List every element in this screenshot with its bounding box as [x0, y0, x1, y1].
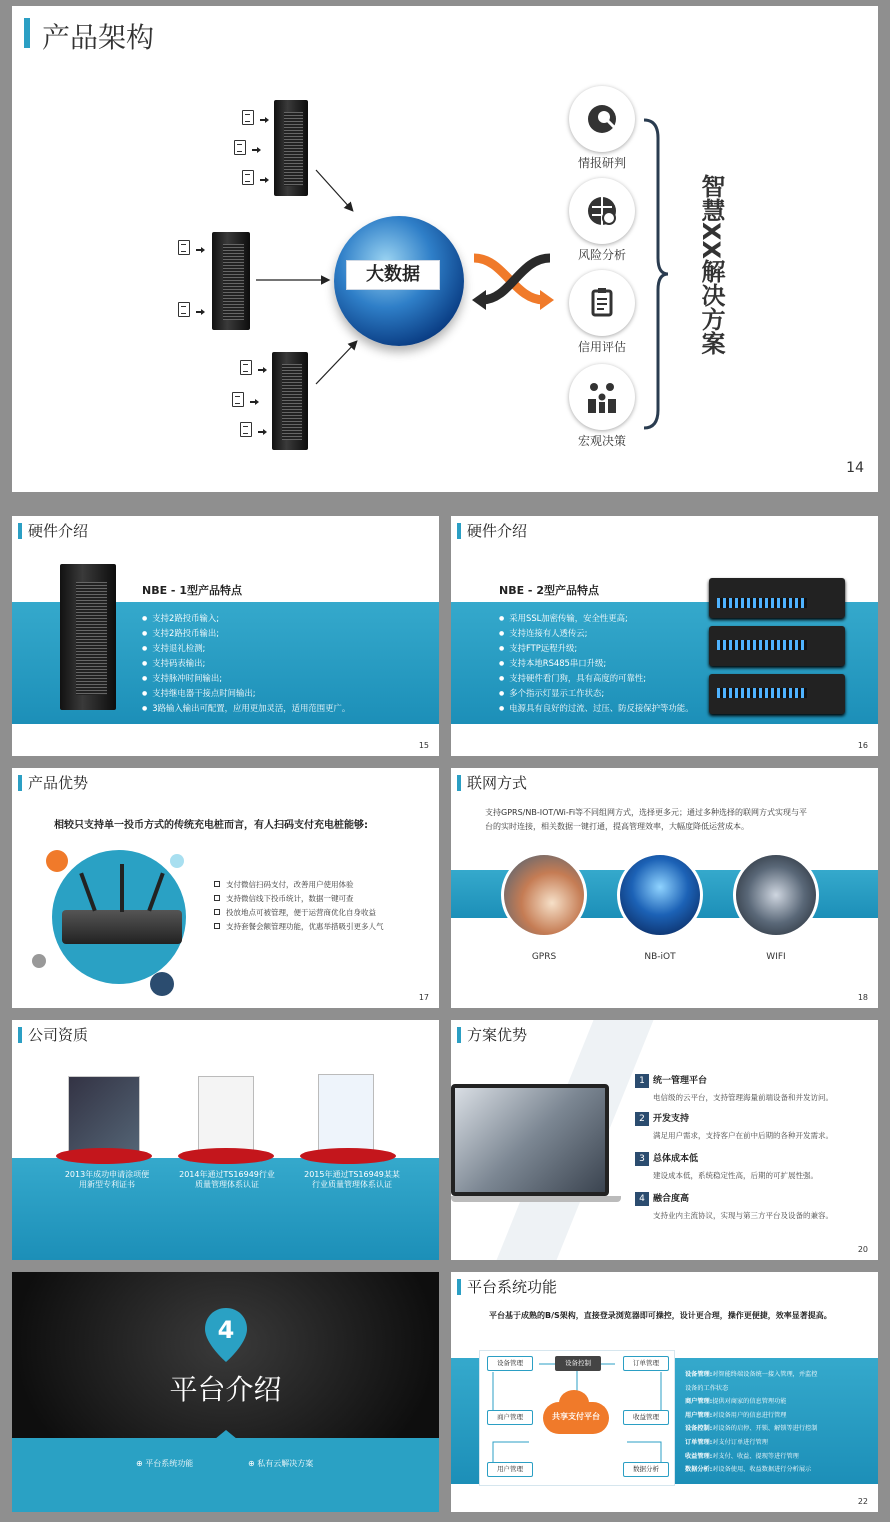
list-item: ● 支持FTP远程升级;: [499, 641, 694, 656]
pedestal: [56, 1148, 152, 1164]
page-number: 22: [857, 1497, 868, 1506]
step-item: [635, 1186, 833, 1221]
step-title: 融合度高: [653, 1194, 690, 1204]
list-item: ● 支持继电器干接点时间输出;: [142, 686, 350, 701]
antenna-icon: [120, 864, 124, 912]
navy-dot: [150, 972, 174, 996]
big-data-label: 大数据: [346, 260, 440, 290]
feature-list: [685, 1368, 817, 1477]
section-number: 4: [217, 1316, 235, 1344]
nbiot-label: NB-iOT: [644, 952, 676, 962]
node-merchant-management: 商户管理: [487, 1410, 533, 1425]
title-bar: [18, 523, 22, 539]
list-item: 支持套餐会额管理功能，优惠举措吸引更多人气: [214, 920, 384, 934]
team-gears-icon: [569, 364, 635, 430]
cert-caption: [284, 1170, 420, 1190]
title-bar: [457, 775, 461, 791]
list-item: 设备管理:对智能终端设备统一接入管理，并监控: [685, 1371, 818, 1378]
page-number: 18: [857, 993, 868, 1002]
list-item: 支持微信线下投币统计，数据一键可查: [214, 892, 384, 906]
list-item: 订单管理:对支付订单进行管理: [685, 1438, 768, 1446]
slide-heading: 相较只支持单一投币方式的传统充电桩而言，有人扫码支付充电桩能够:: [54, 820, 368, 831]
step-number: 2: [635, 1112, 649, 1126]
solution-vertical-title: 智慧XX解决方案: [697, 174, 725, 356]
feature-list: [142, 611, 350, 716]
title-bar: [457, 1027, 461, 1043]
wifi-label: WIFI: [766, 952, 786, 962]
certificate-image: [198, 1076, 254, 1154]
title-bar: [457, 1279, 461, 1295]
list-item: ● 多个指示灯显示工作状态;: [499, 686, 694, 701]
list-item: ● 电源具有良好的过流、过压、防反接保护等功能。: [499, 701, 694, 716]
icon-label: 情报研判: [577, 156, 626, 170]
slide-title: 公司资质: [28, 1026, 89, 1044]
list-item: ● 支持2路投币输入;: [142, 611, 350, 626]
icon-label: 风险分析: [577, 248, 626, 262]
cert-line: 行业质量管理体系认证: [312, 1180, 392, 1189]
page-number: 20: [857, 1245, 868, 1254]
slide-title: 联网方式: [467, 774, 528, 792]
slide-21: [12, 1272, 439, 1512]
brace: [640, 118, 670, 430]
step-number: 1: [635, 1074, 649, 1088]
list-item: 投放地点可被管理，便于运营商优化自身收益: [214, 906, 384, 920]
node-device-management: 设备管理: [487, 1356, 533, 1371]
step-desc: 满足用户需求，支持客户在前中后期的各种开发需求。: [653, 1131, 833, 1140]
cert-line: 用新型专利证书: [79, 1180, 135, 1189]
slide-title: 产品优势: [28, 774, 89, 792]
node-income-management: 收益管理: [623, 1410, 669, 1425]
node-device-control: 设备控制: [555, 1356, 601, 1371]
laptop-image: [451, 1084, 609, 1196]
node-data-analysis: 数据分析: [623, 1462, 669, 1477]
list-item: ● 支持硬件看门狗，具有高度的可靠性;: [499, 671, 694, 686]
slide-18: [451, 768, 878, 1008]
advantage-list: [214, 878, 384, 934]
list-item: 设备的工作状态: [685, 1384, 729, 1392]
node-order-management: 订单管理: [623, 1356, 669, 1371]
page-number: 17: [418, 993, 429, 1002]
orange-dot: [46, 850, 68, 872]
step-title: 开发支持: [653, 1114, 690, 1124]
section-title: 平台介绍: [169, 1373, 282, 1406]
cert-line: 2013年成功申请涂项便: [64, 1170, 150, 1179]
list-item: ● 支持脉冲时间输出;: [142, 671, 350, 686]
cert-line: 质量管理体系认证: [195, 1180, 259, 1189]
list-item: 收益管理:对支付、收益、提现等进行管理: [685, 1452, 799, 1460]
step-item: [635, 1146, 818, 1181]
product-heading: NBE - 1型产品特点: [142, 584, 242, 597]
slide-20: [451, 1020, 878, 1260]
laptop-base: [451, 1196, 621, 1202]
step-number: 4: [635, 1192, 649, 1206]
band-notch: [215, 1430, 237, 1439]
step-desc: 支持业内主流协议，实现与第三方平台及设备的兼容。: [653, 1211, 833, 1220]
pedestal: [300, 1148, 396, 1164]
light-dot: [170, 854, 184, 868]
list-item: ● 采用SSL加密传输，安全性更高;: [499, 611, 694, 626]
list-item: ● 3路输入输出可配置，应用更加灵活，适用范围更广。: [142, 701, 350, 716]
title-bar: [18, 775, 22, 791]
certificate-image: [318, 1074, 374, 1154]
link-platform-functions[interactable]: ⊕ 平台系统功能: [136, 1459, 194, 1468]
slide-subtitle: 平台基于成熟的B/S架构，直接登录浏览器即可操控，设计更合理，操作更便捷，效率显著提高。: [489, 1311, 832, 1320]
list-item: ● 支持码表输出;: [142, 656, 350, 671]
step-title: 总体成本低: [653, 1154, 699, 1164]
list-item: 设备控制:对设备的启停、开锁、解锁等进行控制: [685, 1425, 818, 1433]
slide-title: 硬件介绍: [467, 522, 528, 540]
cert-caption: [42, 1170, 172, 1190]
slide-22: [451, 1272, 878, 1512]
server-cabinet-icon: [60, 564, 116, 710]
gray-dot: [32, 954, 46, 968]
link-private-cloud[interactable]: ⊕ 私有云解决方案: [248, 1459, 314, 1468]
slide-14: [12, 6, 878, 492]
slide-title: 平台系统功能: [467, 1278, 558, 1296]
title-bar: [457, 523, 461, 539]
cert-caption: [162, 1170, 292, 1190]
page-number: 14: [846, 460, 864, 476]
step-desc: 电信级的云平台，支持管理海量前端设备和并发访问。: [653, 1093, 833, 1102]
page-number: 16: [857, 741, 868, 750]
cert-line: 2015年通过TS16949某某: [304, 1170, 400, 1179]
list-item: 用户管理:对设备用户的信息进行管理: [685, 1411, 787, 1419]
title-bar: [18, 1027, 22, 1043]
wifi-photo: [733, 852, 819, 938]
list-item: ● 支持连接有人透传云;: [499, 626, 694, 641]
device-stack-icon: [709, 578, 845, 718]
icon-label: 信用评估: [577, 340, 626, 354]
network-desc: [485, 806, 807, 834]
list-item: 支付微信扫码支付，改善用户使用体验: [214, 878, 384, 892]
nbiot-photo: [617, 852, 703, 938]
slide-title: 硬件介绍: [28, 522, 89, 540]
slide-title: 方案优势: [467, 1026, 528, 1044]
desc-line: 台的实时连接，相关数据一键打通，提高管理效率，大幅度降低运营成本。: [485, 822, 749, 831]
icon-label: 宏观决策: [577, 434, 626, 448]
slide-17: [12, 768, 439, 1008]
page-number: 15: [418, 741, 429, 750]
router-icon: [62, 910, 182, 944]
list-item: 商户管理:提供对商家的信息管理功能: [685, 1398, 787, 1406]
product-heading: NBE - 2型产品特点: [499, 584, 599, 597]
slide-title: 产品架构: [42, 21, 155, 54]
step-item: [635, 1106, 833, 1141]
risk-globe-icon: [569, 178, 635, 244]
blue-band: [12, 1438, 439, 1512]
step-title: 统一管理平台: [653, 1076, 708, 1086]
step-desc: 建设成本低，系统稳定性高，后期的可扩展性强。: [653, 1171, 818, 1180]
gprs-photo: [501, 852, 587, 938]
intel-icon: [569, 86, 635, 152]
cert-line: 2014年通过TS16949行业: [179, 1170, 275, 1179]
list-item: ● 支持退礼检测;: [142, 641, 350, 656]
feature-list: [499, 611, 694, 716]
step-item: [635, 1068, 833, 1103]
slide-16: [451, 516, 878, 756]
list-item: 数据分析:对设备使用、收益数据进行分析展示: [685, 1466, 812, 1474]
exchange-arrows-icon: [470, 244, 554, 314]
slide-15: [12, 516, 439, 756]
pedestal: [178, 1148, 274, 1164]
step-number: 3: [635, 1152, 649, 1166]
list-item: ● 支持2路投币输出;: [142, 626, 350, 641]
node-user-management: 用户管理: [487, 1462, 533, 1477]
list-item: ● 支持本地RS485串口升级;: [499, 656, 694, 671]
cloud-hub-label: 共享支付平台: [552, 1412, 600, 1421]
clipboard-icon: [569, 270, 635, 336]
desc-line: 支持GPRS/NB-IOT/Wi-Fi等不同组网方式，选择更多元；通过多种选择的联网方式实现与平: [485, 808, 808, 817]
gprs-label: GPRS: [531, 952, 557, 962]
slide-19: [12, 1020, 439, 1260]
